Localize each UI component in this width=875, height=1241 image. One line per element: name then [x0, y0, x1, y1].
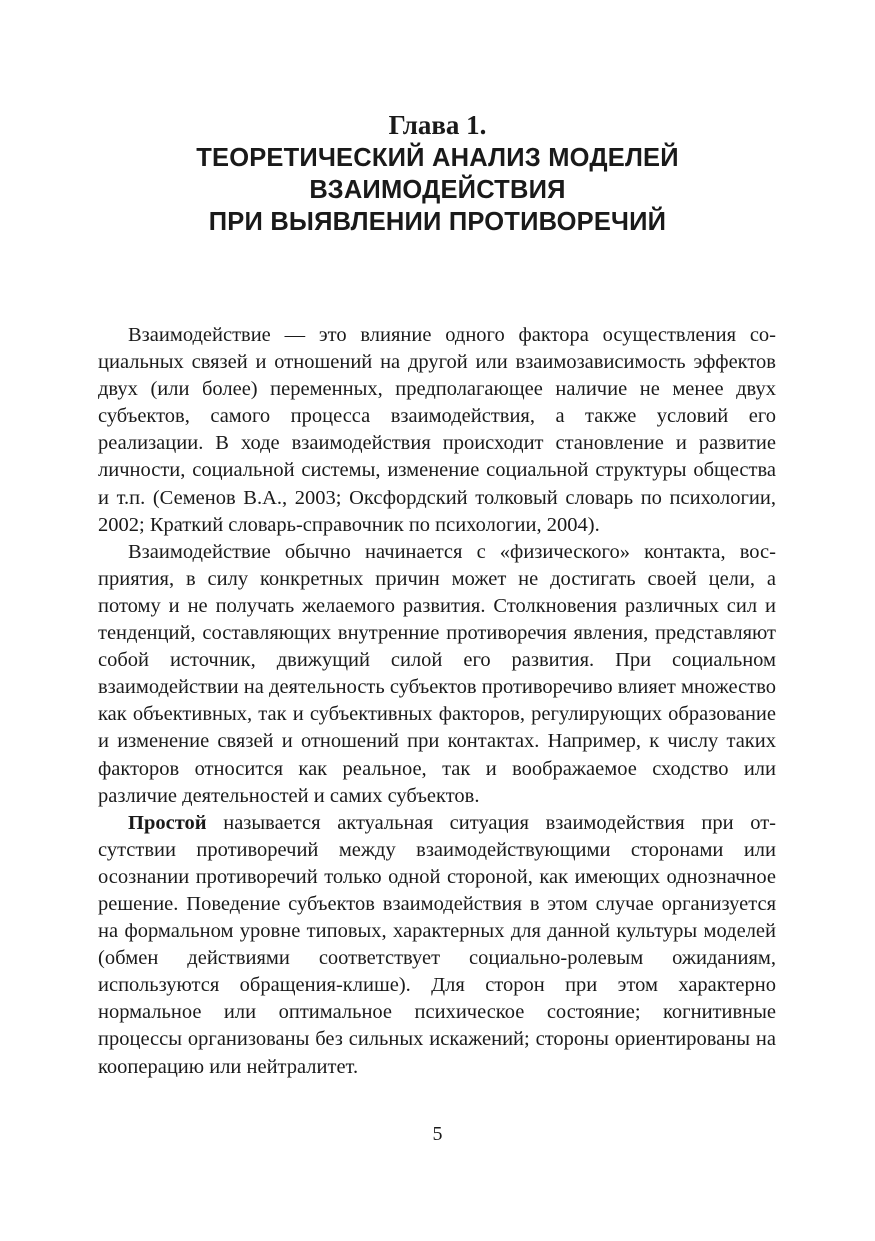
paragraph-3 [98, 810, 776, 1081]
paragraph-1-text: Взаимодействие — это влияние одного фактора осуществления социальных связей и отношений на другой или взаимозависимость эффектов двух (или более) переменных, предполагающее наличие не менее двух субъектов, самого процесса взаимодействия, а также условий его реализации. В ходе взаимодействия происходит становление и развитие личности, социальной системы, изменение социальной структуры общества и т.п. (Семенов В.А., 2003; Оксфордский толковый словарь по психологии, 2002; Краткий словарь-справочник по психологии, 2004). [98, 324, 776, 536]
chapter-title-line-2: ВЗАИМОДЕЙСТВИЯ [309, 176, 566, 204]
paragraph-2 [98, 539, 776, 810]
paragraph-2-text: Взаимодействие обычно начинается с «физического» контакта, восприятия, в силу конкретных причин может не достигать своей цели, а потому и не получать желаемого развития. Столкновения различных сил и тенденций, составляющих внутренние противоречия явления, представляют собой источник, движущий силой его развития. При социальном взаимодействии на деятельность субъектов противоречиво влияет множество как объективных, так и субъективных факторов, регулирующих образование и изменение связей и отношений при контактах. Например, к числу таких факторов относится как реальное, так и воображаемое сходство или различие деятельностей и самих субъектов. [98, 540, 776, 807]
body-text [98, 322, 776, 1081]
chapter-label: Глава 1. [388, 110, 487, 140]
page-number: 5 [432, 1123, 443, 1145]
paragraph-3-term: Простой [128, 811, 207, 834]
paragraph-1 [98, 322, 776, 539]
paragraph-3-text: называется актуальная ситуация взаимодействия при отсутствии противоречий между взаимодействующими сторонами или осознании противоречий только одной стороной, как имеющих однозначное решение. Поведение субъектов взаимодействия в этом случае организуется на формальном уровне типовых, характерных для данной культуры моделей (обмен действиями соответствует социально-ролевым ожиданиям, используются обращения-клише). Для сторон при этом характерно нормальное или оптимальное психическое состояние; когнитивные процессы организованы без сильных искажений; стороны ориентированы на кооперацию или нейтралитет. [98, 811, 776, 1078]
chapter-title-line-3: ПРИ ВЫЯВЛЕНИИ ПРОТИВОРЕЧИЙ [208, 208, 667, 236]
chapter-title-line-1: ТЕОРЕТИЧЕСКИЙ АНАЛИЗ МОДЕЛЕЙ [196, 144, 679, 172]
chapter-heading [0, 108, 875, 238]
